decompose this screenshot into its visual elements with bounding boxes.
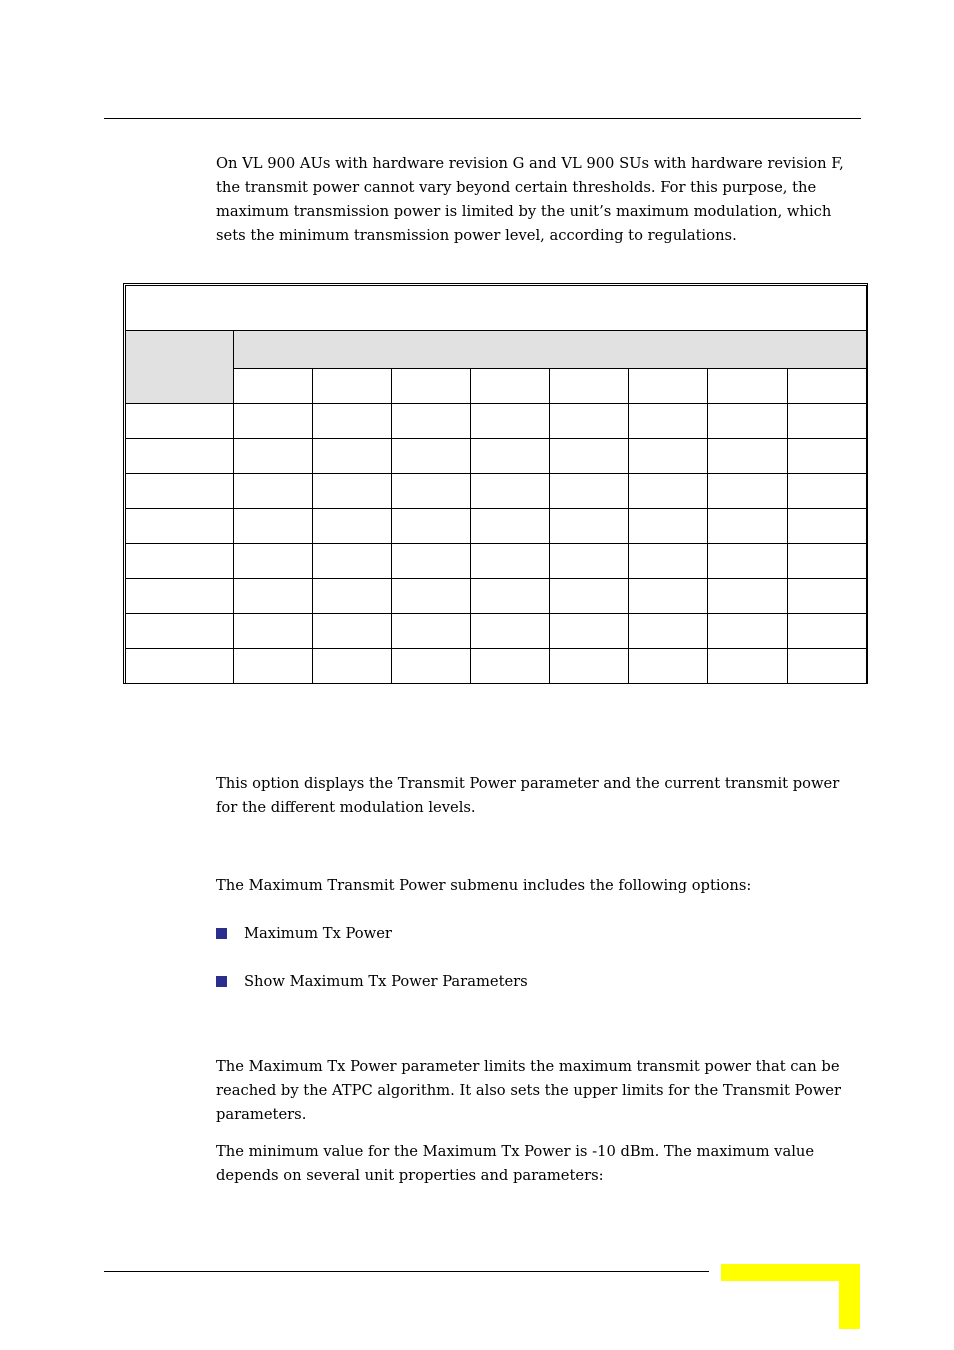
table-cell <box>550 404 629 439</box>
table-cell <box>234 474 313 509</box>
table-cell <box>313 614 392 649</box>
table-cell <box>629 439 708 474</box>
table-cell <box>392 544 471 579</box>
table-row <box>126 649 867 684</box>
bullet-square-icon <box>216 928 227 939</box>
table-cell <box>708 404 788 439</box>
table-cell <box>708 474 788 509</box>
table-cell <box>550 579 629 614</box>
table-cell <box>471 439 550 474</box>
table-cell <box>550 544 629 579</box>
table-cell <box>392 614 471 649</box>
column-header <box>788 369 867 404</box>
table-cell <box>788 404 867 439</box>
table-cell <box>234 579 313 614</box>
column-header <box>550 369 629 404</box>
table-row <box>126 544 867 579</box>
header-rule <box>104 118 861 119</box>
table-cell <box>629 474 708 509</box>
table-cell <box>313 474 392 509</box>
row-label-cell <box>126 404 234 439</box>
table-cell <box>471 579 550 614</box>
table-cell <box>313 439 392 474</box>
table-row <box>126 579 867 614</box>
column-header-row <box>126 369 867 404</box>
column-header <box>234 369 313 404</box>
table-cell <box>708 649 788 684</box>
table-cell <box>788 614 867 649</box>
table-cell <box>471 649 550 684</box>
table-body <box>126 404 867 684</box>
table-cell <box>788 439 867 474</box>
table-cell <box>550 509 629 544</box>
group-header-cell <box>234 331 867 369</box>
submenu-intro-paragraph: The Maximum Transmit Power submenu includes the following options: <box>216 877 752 894</box>
table-cell <box>629 614 708 649</box>
table-cell <box>629 649 708 684</box>
column-header <box>708 369 788 404</box>
column-header <box>392 369 471 404</box>
table-cell <box>234 439 313 474</box>
table-cell <box>234 404 313 439</box>
table-cell <box>392 579 471 614</box>
column-header <box>471 369 550 404</box>
column-header <box>629 369 708 404</box>
table-cell <box>471 614 550 649</box>
row-header-cell <box>126 331 234 404</box>
min-value-paragraph: The minimum value for the Maximum Tx Power is -10 dBm. The maximum value depends on several unit properties and parameters: <box>216 1143 815 1184</box>
table-cell <box>234 544 313 579</box>
table-cell <box>550 614 629 649</box>
row-label-cell <box>126 544 234 579</box>
table-cell <box>313 404 392 439</box>
intro-paragraph: On VL 900 AUs with hardware revision G and VL 900 SUs with hardware revision F, the transmit power cannot vary beyond certain thresholds. For this purpose, the maximum transmission power is limited by the unit’s maximum modulation, which sets the minimum transmission power level, according to regulations. <box>216 155 844 244</box>
table-cell <box>313 544 392 579</box>
table-cell <box>392 509 471 544</box>
table-cell <box>629 509 708 544</box>
table-cell <box>788 649 867 684</box>
table-cell <box>234 649 313 684</box>
table-cell <box>392 439 471 474</box>
table-cell <box>550 649 629 684</box>
table-cell <box>313 509 392 544</box>
table-cell <box>708 614 788 649</box>
table-cell <box>629 404 708 439</box>
table-cell <box>708 439 788 474</box>
table-cell <box>788 474 867 509</box>
row-label-cell <box>126 509 234 544</box>
table-cell <box>788 544 867 579</box>
table-row <box>126 439 867 474</box>
row-label-cell <box>126 474 234 509</box>
footer-rule <box>104 1271 709 1272</box>
table-cell <box>788 509 867 544</box>
table-cell <box>708 579 788 614</box>
table-cell <box>392 404 471 439</box>
max-tx-description-paragraph: The Maximum Tx Power parameter limits the maximum transmit power that can be reached by the ATPC algorithm. It also sets the upper limits for the Transmit Power parameters. <box>216 1058 842 1123</box>
display-option-paragraph: This option displays the Transmit Power parameter and the current transmit power for the different modulation levels. <box>216 775 840 816</box>
table-row <box>126 404 867 439</box>
power-limits-table <box>123 283 868 684</box>
table-cell <box>234 509 313 544</box>
table-cell <box>234 614 313 649</box>
table-row <box>126 474 867 509</box>
table-cell <box>392 474 471 509</box>
row-label-cell <box>126 649 234 684</box>
row-label-cell <box>126 579 234 614</box>
power-limits-grid <box>125 285 867 684</box>
table-cell <box>708 509 788 544</box>
table-cell <box>392 649 471 684</box>
page-corner-mark <box>839 1264 860 1329</box>
table-cell <box>471 474 550 509</box>
table-cell <box>788 579 867 614</box>
row-label-cell <box>126 439 234 474</box>
table-cell <box>550 439 629 474</box>
table-cell <box>629 579 708 614</box>
table-cell <box>550 474 629 509</box>
table-cell <box>471 544 550 579</box>
table-cell <box>471 404 550 439</box>
bullet-text: Maximum Tx Power <box>244 925 392 942</box>
table-cell <box>629 544 708 579</box>
table-cell <box>313 579 392 614</box>
column-header <box>313 369 392 404</box>
table-title <box>126 286 867 331</box>
table-cell <box>313 649 392 684</box>
table-cell <box>471 509 550 544</box>
row-label-cell <box>126 614 234 649</box>
table-cell <box>708 544 788 579</box>
bullet-square-icon <box>216 976 227 987</box>
table-row <box>126 614 867 649</box>
bullet-text: Show Maximum Tx Power Parameters <box>244 973 528 990</box>
table-row <box>126 509 867 544</box>
